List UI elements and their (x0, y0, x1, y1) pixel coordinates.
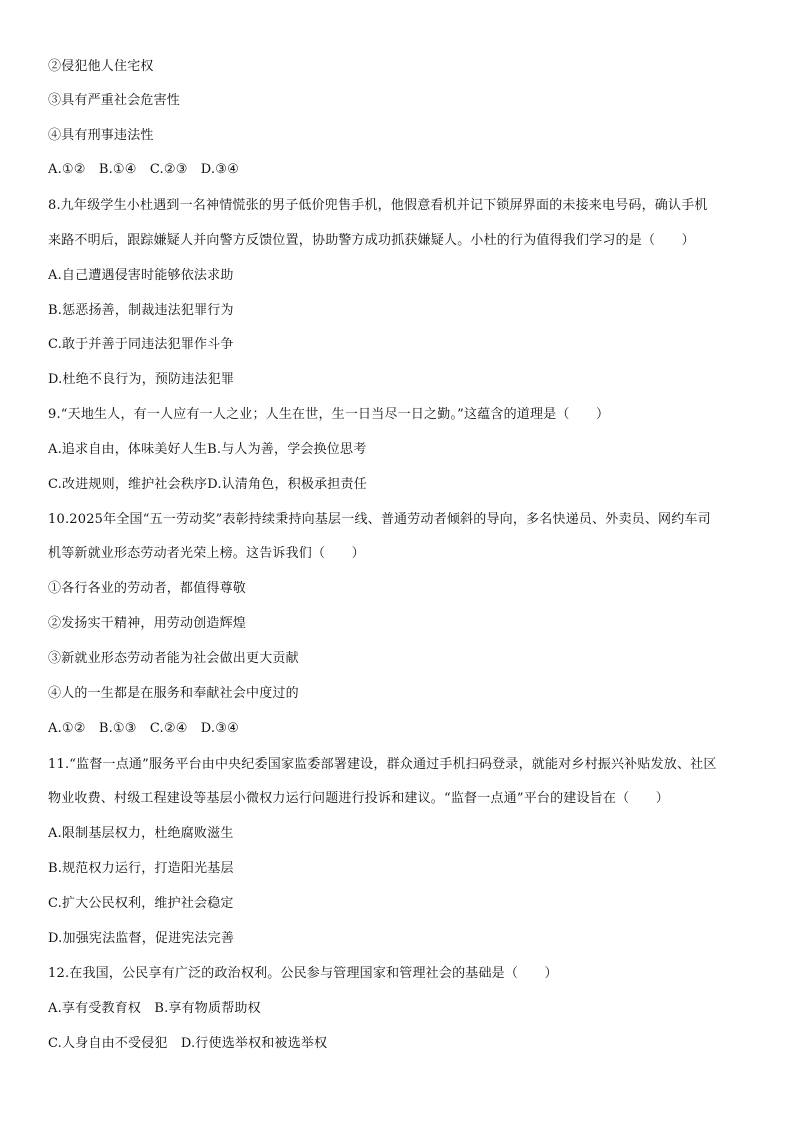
question-11-stem: 11.“监督一点通”服务平台由中央纪委国家监委部署建设，群众通过手机扫码登录，就能对乡村振兴补贴发放、社区 (48, 757, 717, 772)
answer-choices: C.人身自由不受侵犯 D.行使选举权和被选举权 (48, 1036, 328, 1051)
question-8-stem: 来路不明后，跟踪嫌疑人并向警方反馈位置，协助警方成功抓获嫌疑人。小杜的行为值得我们学习的是（ ） (48, 233, 695, 248)
answer-choice: C.敢于并善于同违法犯罪作斗争 (48, 337, 234, 352)
answer-choice: D.加强宪法监督，促进宪法完善 (48, 931, 235, 946)
question-10-stem: 机等新就业形态劳动者光荣上榜。这告诉我们（ ） (48, 546, 365, 561)
question-11-stem: 物业收费、村级工程建设等基层小微权力运行问题进行投诉和建议。“监督一点通”平台的建设旨在（ ） (48, 791, 669, 806)
answer-choices: A.①② B.①③ C.②④ D.③④ (48, 721, 239, 736)
option-line: ①各行各业的劳动者，都值得尊敬 (48, 581, 247, 596)
question-9-stem: 9.“天地生人，有一人应有一人之业；人生在世，生一日当尽一日之勤。”这蕴含的道理是（ ） (48, 407, 610, 422)
answer-choice: B.惩恶扬善，制裁违法犯罪行为 (48, 303, 234, 318)
answer-choices: A.享有受教育权 B.享有物质帮助权 (48, 1001, 261, 1016)
answer-choices: A.追求自由，体味美好人生B.与人为善，学会换位思考 (48, 442, 367, 457)
question-8-stem: 8.九年级学生小杜遇到一名神情慌张的男子低价兜售手机，他假意看机并记下锁屏界面的未接来电号码，确认手机 (48, 198, 708, 213)
answer-choice: A.限制基层权力，杜绝腐败滋生 (48, 826, 234, 841)
option-line: ②侵犯他人住宅权 (48, 59, 154, 74)
question-12-stem: 12.在我国，公民享有广泛的政治权利。公民参与管理国家和管理社会的基础是（ ） (48, 966, 558, 981)
answer-choice: D.杜绝不良行为，预防违法犯罪 (48, 372, 235, 387)
answer-choice: A.自己遭遇侵害时能够依法求助 (48, 268, 234, 283)
answer-choice: B.规范权力运行，打造阳光基层 (48, 861, 234, 876)
option-line: ④具有刑事违法性 (48, 128, 154, 143)
option-line: ③具有严重社会危害性 (48, 93, 181, 108)
answer-choices: A.①② B.①④ C.②③ D.③④ (48, 162, 239, 177)
answer-choices: C.改进规则，维护社会秩序D.认清角色，积极承担责任 (48, 477, 367, 492)
answer-choice: C.扩大公民权利，维护社会稳定 (48, 896, 234, 911)
option-line: ②发扬实干精神，用劳动创造辉煌 (48, 616, 247, 631)
option-line: ④人的一生都是在服务和奉献社会中度过的 (48, 686, 299, 701)
question-10-stem: 10.2025年全国“五一劳动奖”表彰持续秉持向基层一线、普通劳动者倾斜的导向，多名快递员、外卖员、网约车司 (48, 512, 711, 527)
option-line: ③新就业形态劳动者能为社会做出更大贡献 (48, 651, 299, 666)
